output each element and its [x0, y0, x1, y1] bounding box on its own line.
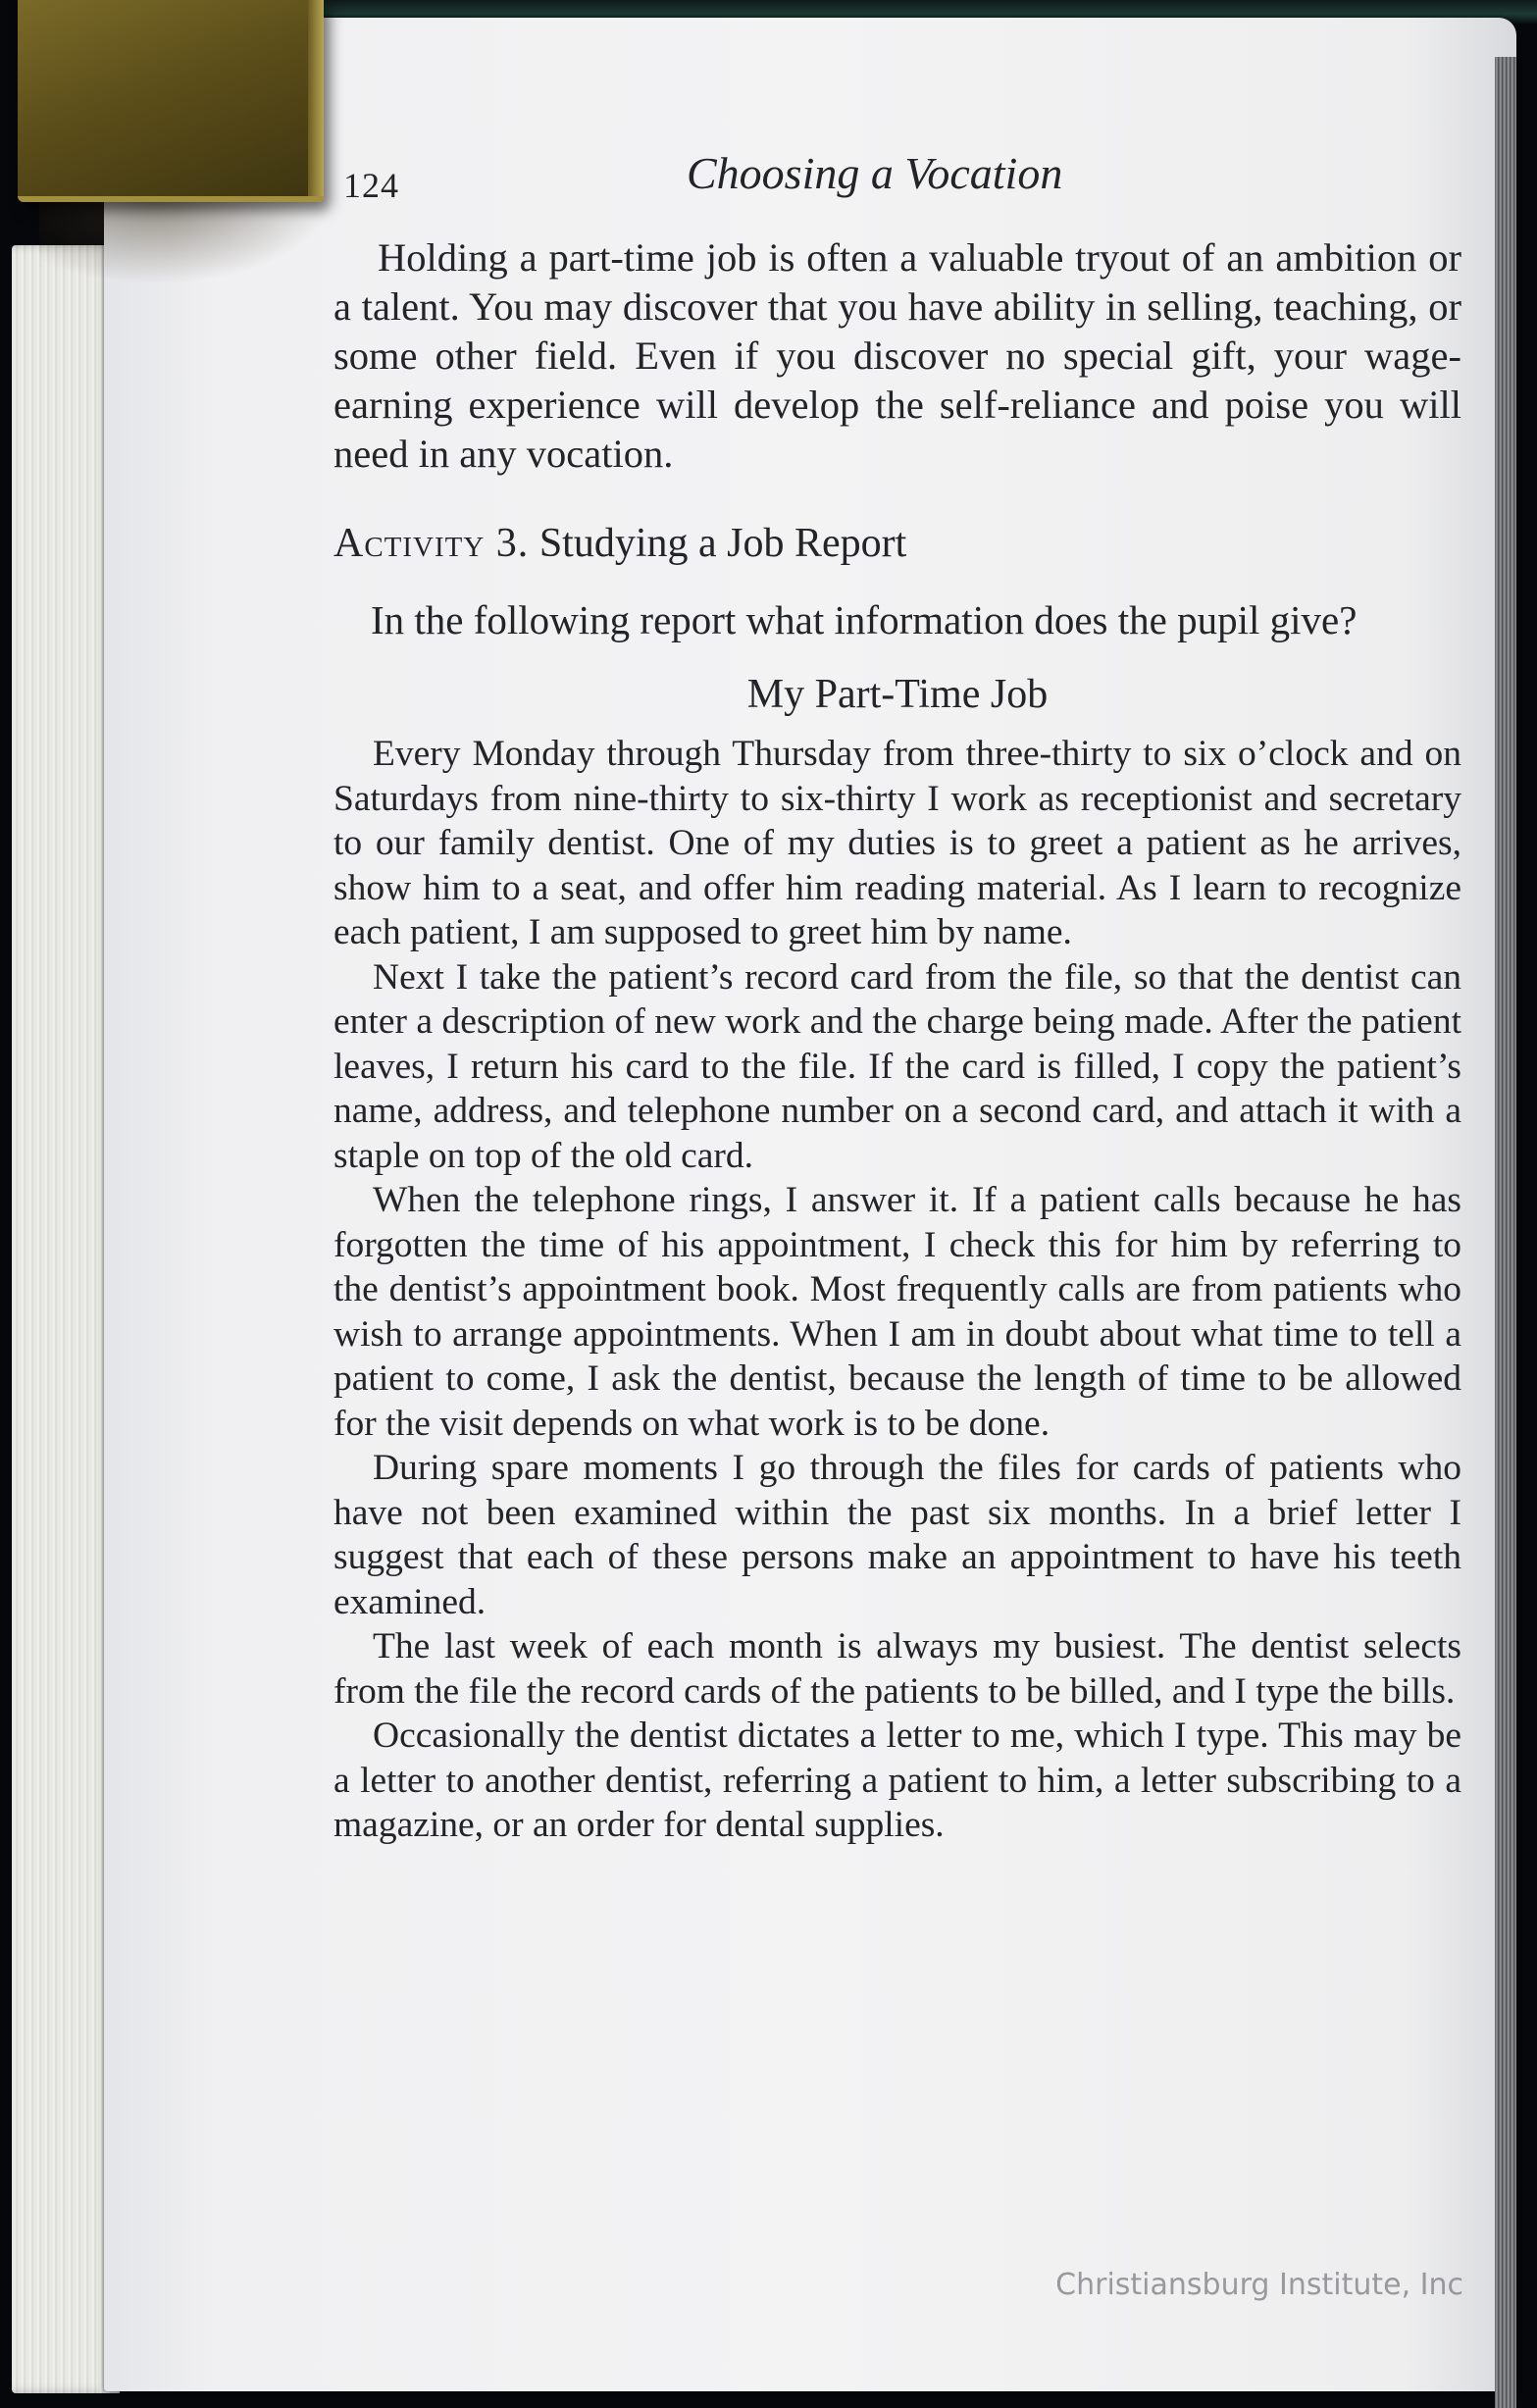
report-paragraph: Next I take the patient’s record card from the file, so that the dentist can enter a description of new work and the charge being made. After the patient leaves, I return his card to the file. If the card is filled, I copy the patient’s name, address, and telephone number on a second card, and attach it with a staple on top of the old card.: [333, 956, 1461, 1176]
running-title: Choosing a Vocation: [687, 148, 1063, 198]
report-title: My Part-Time Job: [746, 672, 1049, 717]
report-paragraph: When the telephone rings, I answer it. If a patient calls because he has forgotten the time of his appointment, I check this for him by referring to the dentist’s appointment book. Most frequently calls are from patients who wish to arrange appointments. When I am in doubt about what time to tell a patient to come, I ask the dentist, because the length of time to be allowed for the visit depends on what work is to be done.: [333, 1180, 1461, 1444]
report-paragraph: Every Monday through Thursday from three-thirty to six o’clock and on Saturdays from nine-thirty to six-thirty I work as receptionist and secretary to our family dentist. One of my duties is to greet a patient as he arrives, show him to a seat, and offer him reading material. As I learn to recognize each patient, I am supposed to greet him by name.: [333, 734, 1461, 952]
job-report: [333, 671, 1461, 1848]
page-header: [333, 147, 1461, 216]
activity-heading: [333, 520, 1461, 567]
activity-question: In the following report what information does the pupil give?: [371, 597, 1358, 642]
bookmark-shadow: [39, 196, 333, 284]
page-right-edge: [1495, 57, 1516, 2408]
page-number: 124: [343, 166, 399, 205]
intro-paragraph: Holding a part-time job is often a valuable tryout of an ambition or a talent. You may discover that you have ability in selling, teaching, or some other field. Even if you discover no special gift, your wage-earning experience will develop the self-reliance and poise you will need in any vocation.: [333, 235, 1461, 476]
report-paragraph: Occasionally the dentist dictates a letter to me, which I type. This may be a letter to another dentist, referring a patient to him, a letter subscribing to a magazine, or an order for dental supplies.: [333, 1716, 1461, 1845]
activity-label: Activity 3.: [333, 521, 530, 566]
watermark: Christiansburg Institute, Inc: [1055, 2268, 1463, 2302]
report-paragraph: The last week of each month is always my busiest. The dentist selects from the file the record cards of the patients to be billed, and I type the bills.: [333, 1626, 1461, 1712]
report-paragraph: During spare moments I go through the files for cards of patients who have not been examined within the past six months. In a brief letter I suggest that each of these persons make an appointment to have his teeth examined.: [333, 1448, 1461, 1622]
page-content: [333, 147, 1461, 1848]
activity-title: Studying a Job Report: [538, 521, 907, 566]
bookmark-tab: [18, 0, 324, 202]
